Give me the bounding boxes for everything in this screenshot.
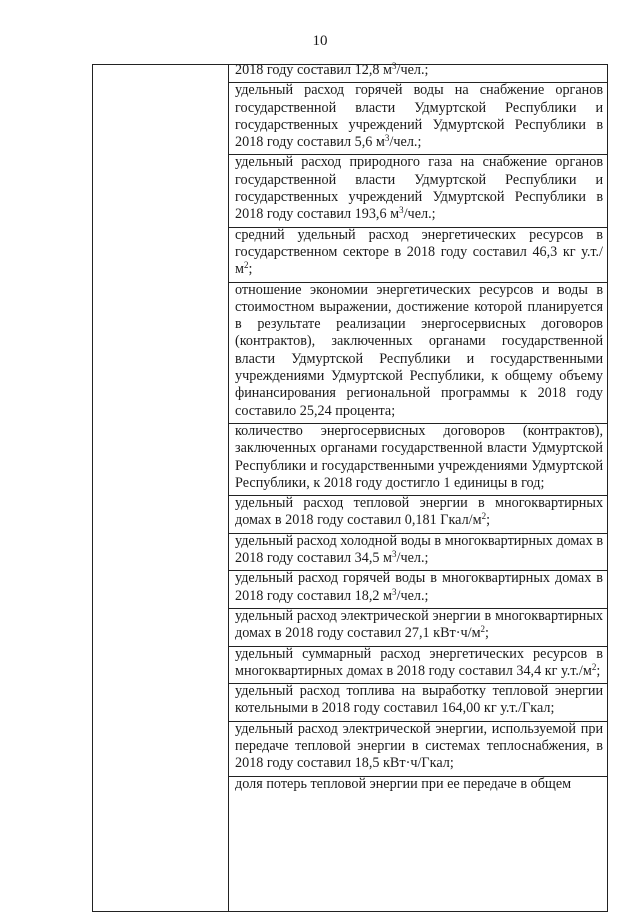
indicator-paragraph: 2018 году составил 12,8 $м^3$/чел.; — [235, 61, 429, 78]
indicator-paragraph: удельный расход горячей воды в многоквартирных домах в 2018 году составил 18,2 $м^3$/чел.; — [235, 570, 603, 608]
indicator-paragraph: отношение экономии энергетических ресурсов и воды в стоимостном выражении, достижение которой планируется в результате реализации энергосервисных договоров (контрактов), заключенных органами государственной власти Удмуртской Республики и государственными учреждениями Удмуртской Республики, к общему объему финансирования региональной программы к 2018 году составило 25,24 процента; — [235, 282, 603, 423]
column-divider — [228, 65, 229, 911]
page-number: 10 — [312, 33, 328, 49]
indicator-paragraph: удельный расход электрической энергии, используемой при передаче тепловой энергии в системах теплоснабжения, в 2018 году составил 18,5 кВт·ч/Гкал; — [235, 721, 603, 776]
table-right-column — [235, 62, 603, 796]
indicator-paragraph: удельный расход электрической энергии в многоквартирных домах в 2018 году составил 27,1 $кВт\cdot ч/м^2$; — [235, 608, 603, 646]
indicator-paragraph: удельный расход топлива на выработку тепловой энергии котельными в 2018 году составил 164,00 кг у.т./Гкал; — [235, 683, 603, 721]
indicator-paragraph: удельный суммарный расход энергетических ресурсов в многоквартирных домах в 2018 году составил 34,4 кг $у.т./м^2$; — [235, 646, 603, 684]
indicator-paragraph: средний удельный расход энергетических ресурсов в государственном секторе в 2018 году составил 46,3 кг $у.т./м^2$; — [235, 227, 603, 282]
indicator-paragraph: удельный расход природного газа на снабжение органов государственной власти Удмуртской Республики и государственных учреждений Удмуртской Республики в 2018 году составил 193,6 $м^3$/чел.; — [235, 154, 603, 226]
indicator-paragraph: удельный расход холодной воды в многоквартирных домах в 2018 году составил 34,5 $м^3$/чел.; — [235, 533, 603, 571]
document-table — [92, 61, 608, 912]
indicator-paragraph: удельный расход горячей воды на снабжение органов государственной власти Удмуртской Республики и государственных учреждений Удмуртской Республики в 2018 году составил 5,6 $м^3$/чел.; — [235, 82, 603, 154]
indicator-paragraph: доля потерь тепловой энергии при ее передаче в общем — [235, 776, 603, 796]
indicator-paragraph: количество энергосервисных договоров (контрактов), заключенных органами государственной власти Удмуртской Республики и государственными учреждениями Удмуртской Республики, к 2018 году достигло 1 единицы в год; — [235, 423, 603, 495]
indicator-paragraph: удельный расход тепловой энергии в многоквартирных домах в 2018 году составил 0,181 Гкал/$м^2$; — [235, 495, 603, 533]
